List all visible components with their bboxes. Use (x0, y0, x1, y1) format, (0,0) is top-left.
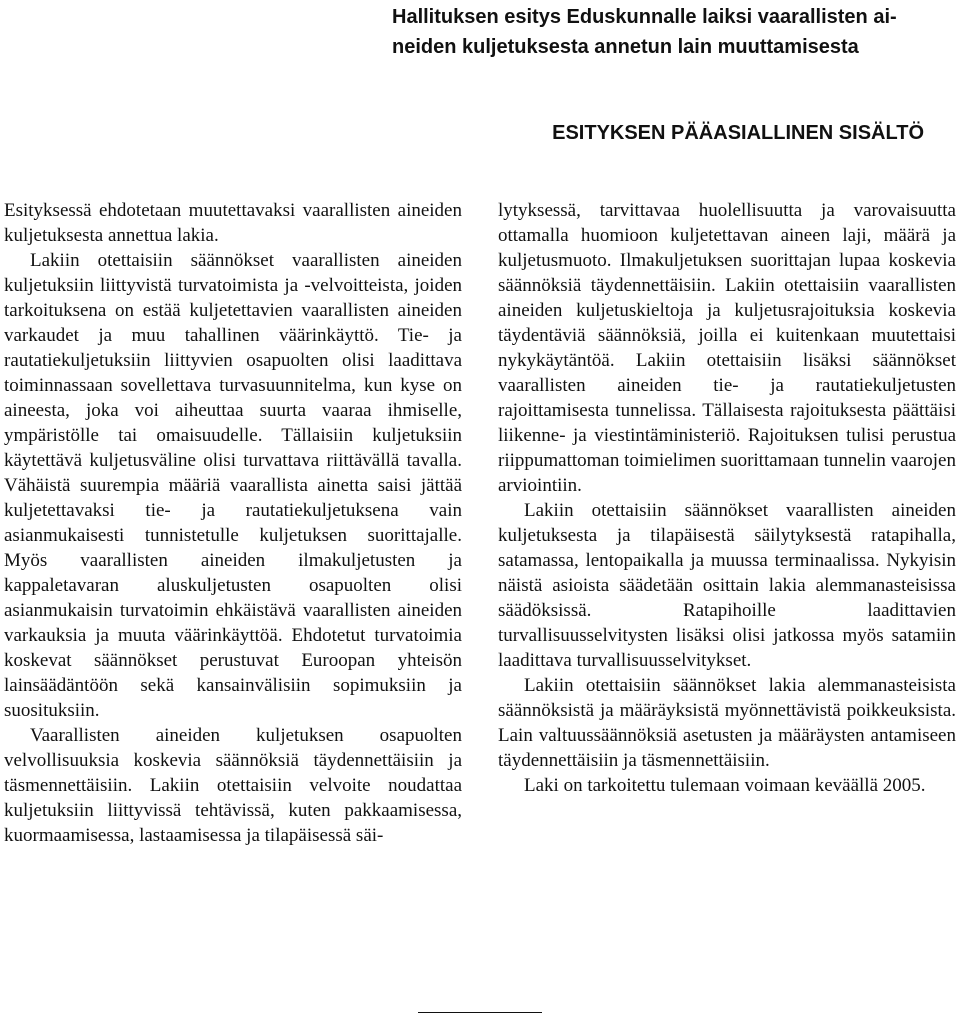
body-paragraph: Laki on tarkoitettu tulemaan voimaan keväällä 2005. (524, 775, 926, 796)
body-paragraph: Lakiin otettaisiin säännökset vaarallisten aineiden kuljetuksiin liittyvistä turvatoimista ja -velvoitteista, joiden tarkoituksena on estää kuljetettavien vaarallisten aineiden varkaudet ja muu tahallinen väärinkäyttö. Tie- ja rautatiekuljetuksiin liittyvien osapuolten olisi laadittava toiminnassaan sovellettava turvasuunnitelma, kun kyse on aineesta, joka voi aiheuttaa suurta vaaraa ihmiselle, ympäristölle tai omaisuudelle. Tällaisiin kuljetuksiin käytettävä kuljetusväline olisi turvattava riittävällä tavalla. Vähäistä suurempia määriä vaarallista ainetta saisi jättää kuljetettavaksi tie- ja rautatiekuljetuksena vain asianmukaisesti tunnistetulle kuljetuksen suorittajalle. Myös vaarallisten aineiden ilmakuljetusten ja kappaletavaran aluskuljetusten osapuolten olisi asianmukaisin turvatoimin ehkäistävä vaarallisten aineiden varkauksia ja muuta väärinkäyttöä. Ehdotetut turvatoimia koskevat säännökset perustuvat Euroopan yhteisön lainsäädäntöön sekä kansainvälisiin sopimuksiin ja suosituksiin. (4, 250, 462, 721)
body-paragraph: Esityksessä ehdotetaan muutettavaksi vaarallisten aineiden kuljetuksesta annettua lakia. (4, 200, 462, 246)
footnote-divider (418, 1012, 542, 1013)
right-column (498, 198, 956, 798)
document-title-line-2: neiden kuljetuksesta annetun lain muuttamisesta (392, 36, 859, 58)
document-title (392, 2, 952, 62)
body-paragraph: Lakiin otettaisiin säännökset lakia alemmanasteisista säännöksistä ja määräyksistä myönnettävistä poikkeuksista. Lain valtuussäännöksiä asetusten ja määräysten antamiseen täydennettäisiin ja täsmennettäisiin. (498, 675, 956, 771)
body-paragraph: Vaarallisten aineiden kuljetuksen osapuolten velvollisuuksia koskevia säännöksiä täydennettäisiin ja täsmennettäisiin. Lakiin otettaisiin velvoite noudattaa kuljetuksiin liittyvissä tehtävissä, kuten pakkaamisessa, kuormaamisessa, lastaamisessa ja tilapäisessä säi- (4, 725, 462, 846)
left-column (4, 198, 462, 848)
body-paragraph: Lakiin otettaisiin säännökset vaarallisten aineiden kuljetuksesta ja tilapäisestä säilytyksestä ratapihalla, satamassa, lentopaikalla ja muussa terminaalissa. Nykyisin näistä asioista säädetään osittain lakia alemmanasteisissa säädöksissä. Ratapihoille laadittavien turvallisuusselvitysten lisäksi olisi jatkossa myös satamiin laadittava turvallisuusselvitykset. (498, 500, 956, 671)
section-heading: ESITYKSEN PÄÄASIALLINEN SISÄLTÖ (552, 122, 924, 144)
document-title-line-1: Hallituksen esitys Eduskunnalle laiksi vaarallisten ai- (392, 6, 897, 28)
body-paragraph: lytyksessä, tarvittavaa huolellisuutta ja varovaisuutta ottamalla huomioon kuljetettavan aineen laji, määrä ja kuljetusmuoto. Ilmakuljetuksen suorittajan lupaa koskevia säännöksiä täydennettäisiin. Lakiin otettaisiin vaarallisten aineiden kuljetuskieltoja ja kuljetusrajoituksia koskevia täydentäviä säännöksiä, joilla ei kuitenkaan muutettaisi nykykäytäntöä. Lakiin otettaisiin lisäksi säännökset vaarallisten aineiden tie- ja rautatiekuljetusten rajoittamisesta tunnelissa. Tällaisesta rajoituksesta päättäisi liikenne- ja viestintäministeriö. Rajoituksen tulisi perustua riippumattoman toimielimen suorittamaan tunnelin vaarojen arviointiin. (498, 200, 956, 496)
